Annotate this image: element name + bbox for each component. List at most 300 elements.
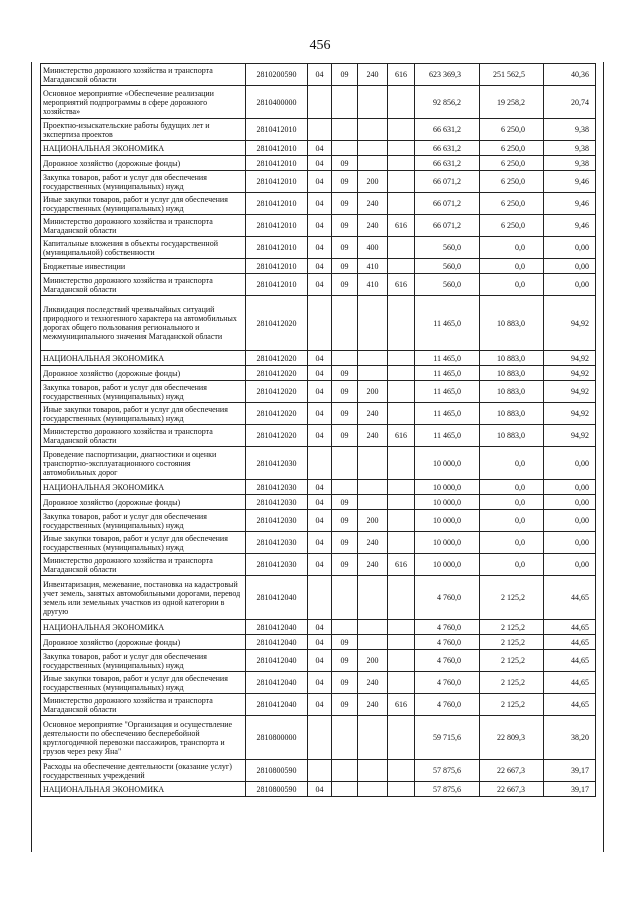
table-row xyxy=(41,171,596,193)
row-expense-type: 240 xyxy=(358,403,388,425)
row-plan-amount: 10 000,0 xyxy=(415,495,480,510)
row-section: 04 xyxy=(308,694,332,716)
table-row xyxy=(41,259,596,274)
row-subsection xyxy=(332,296,358,351)
row-name: Ликвидация последствий чрезвычайных ситуаций природного и техногенного характера на автомобильных дорогах общего пользования регионального и межмуниципального значения Магаданской области xyxy=(41,296,246,351)
row-code: 2810412010 xyxy=(246,193,308,215)
row-expense-type xyxy=(358,716,388,760)
row-name: Инвентаризация, межевание, постановка на кадастровый учет земель, занятых автомобильными дорогами, перевод земель или земельных участков из одной категории в другую xyxy=(41,576,246,620)
row-plan-amount: 4 760,0 xyxy=(415,635,480,650)
row-section xyxy=(308,296,332,351)
row-expense-type xyxy=(358,620,388,635)
row-name: НАЦИОНАЛЬНАЯ ЭКОНОМИКА xyxy=(41,782,246,797)
table-row xyxy=(41,760,596,782)
row-expense-type: 240 xyxy=(358,694,388,716)
table-row xyxy=(41,403,596,425)
table-row xyxy=(41,237,596,259)
table-row xyxy=(41,119,596,141)
row-admin-code xyxy=(388,716,415,760)
row-actual-amount: 22 809,3 xyxy=(480,716,544,760)
row-admin-code xyxy=(388,86,415,119)
row-subsection xyxy=(332,351,358,366)
row-code: 2810412020 xyxy=(246,381,308,403)
row-actual-amount: 0,0 xyxy=(480,532,544,554)
row-actual-amount: 2 125,2 xyxy=(480,672,544,694)
row-actual-amount: 10 883,0 xyxy=(480,351,544,366)
row-expense-type xyxy=(358,141,388,156)
row-name: Министерство дорожного хозяйства и транспорта Магаданской области xyxy=(41,554,246,576)
row-plan-amount: 92 856,2 xyxy=(415,86,480,119)
row-admin-code xyxy=(388,259,415,274)
row-percent: 44,65 xyxy=(544,650,596,672)
row-actual-amount: 0,0 xyxy=(480,554,544,576)
row-actual-amount: 0,0 xyxy=(480,495,544,510)
row-expense-type: 240 xyxy=(358,425,388,447)
row-admin-code xyxy=(388,156,415,171)
row-expense-type xyxy=(358,351,388,366)
row-admin-code xyxy=(388,782,415,797)
row-percent: 44,65 xyxy=(544,635,596,650)
row-name: Закупка товаров, работ и услуг для обеспечения государственных (муниципальных) нужд xyxy=(41,171,246,193)
row-expense-type: 200 xyxy=(358,650,388,672)
row-name: НАЦИОНАЛЬНАЯ ЭКОНОМИКА xyxy=(41,480,246,495)
row-plan-amount: 66 631,2 xyxy=(415,156,480,171)
row-name: Основное мероприятие «Обеспечение реализации мероприятий подпрограммы в сфере дорожного хозяйства» xyxy=(41,86,246,119)
row-subsection: 09 xyxy=(332,259,358,274)
row-name: Иные закупки товаров, работ и услуг для обеспечения государственных (муниципальных) нужд xyxy=(41,672,246,694)
row-admin-code xyxy=(388,403,415,425)
row-subsection: 09 xyxy=(332,381,358,403)
row-expense-type xyxy=(358,480,388,495)
row-admin-code xyxy=(388,760,415,782)
row-plan-amount: 4 760,0 xyxy=(415,694,480,716)
row-section: 04 xyxy=(308,366,332,381)
row-percent: 94,92 xyxy=(544,403,596,425)
row-section: 04 xyxy=(308,64,332,86)
row-code: 2810412040 xyxy=(246,635,308,650)
row-subsection: 09 xyxy=(332,495,358,510)
row-admin-code xyxy=(388,495,415,510)
row-code: 2810200590 xyxy=(246,64,308,86)
row-section xyxy=(308,716,332,760)
row-name: Основное мероприятие "Организация и осуществление деятельности по обеспечению бесперебойной круглогодичной перевозки пассажиров, транспорта и грузов через реку Яна" xyxy=(41,716,246,760)
row-actual-amount: 10 883,0 xyxy=(480,296,544,351)
row-subsection: 09 xyxy=(332,215,358,237)
row-percent: 9,46 xyxy=(544,193,596,215)
row-subsection: 09 xyxy=(332,64,358,86)
row-code: 2810412010 xyxy=(246,237,308,259)
row-name: НАЦИОНАЛЬНАЯ ЭКОНОМИКА xyxy=(41,351,246,366)
row-actual-amount: 6 250,0 xyxy=(480,171,544,193)
row-code: 2810412040 xyxy=(246,672,308,694)
row-percent: 94,92 xyxy=(544,351,596,366)
row-subsection xyxy=(332,760,358,782)
table-body xyxy=(41,64,596,797)
row-code: 2810412030 xyxy=(246,495,308,510)
row-plan-amount: 57 875,6 xyxy=(415,760,480,782)
row-percent: 38,20 xyxy=(544,716,596,760)
row-section xyxy=(308,86,332,119)
row-admin-code xyxy=(388,119,415,141)
row-percent: 94,92 xyxy=(544,425,596,447)
row-code: 2810412010 xyxy=(246,215,308,237)
row-section: 04 xyxy=(308,381,332,403)
row-plan-amount: 10 000,0 xyxy=(415,480,480,495)
row-percent: 94,92 xyxy=(544,381,596,403)
row-percent: 9,38 xyxy=(544,119,596,141)
table-row xyxy=(41,694,596,716)
row-subsection xyxy=(332,119,358,141)
row-actual-amount: 0,0 xyxy=(480,480,544,495)
row-name: Дорожное хозяйство (дорожные фонды) xyxy=(41,635,246,650)
row-name: НАЦИОНАЛЬНАЯ ЭКОНОМИКА xyxy=(41,620,246,635)
row-admin-code xyxy=(388,366,415,381)
row-section: 04 xyxy=(308,237,332,259)
row-code: 2810412010 xyxy=(246,274,308,296)
row-section xyxy=(308,119,332,141)
row-plan-amount: 66 071,2 xyxy=(415,193,480,215)
row-subsection: 09 xyxy=(332,237,358,259)
row-code: 2810412020 xyxy=(246,366,308,381)
row-plan-amount: 560,0 xyxy=(415,259,480,274)
row-expense-type: 200 xyxy=(358,510,388,532)
row-actual-amount: 6 250,0 xyxy=(480,119,544,141)
row-name: Закупка товаров, работ и услуг для обеспечения государственных (муниципальных) нужд xyxy=(41,650,246,672)
row-section: 04 xyxy=(308,672,332,694)
row-plan-amount: 4 760,0 xyxy=(415,576,480,620)
row-section: 04 xyxy=(308,193,332,215)
row-admin-code xyxy=(388,635,415,650)
row-name: Проведение паспортизации, диагностики и оценки транспортно-эксплуатационного состояния автомобильных дорог xyxy=(41,447,246,480)
row-section xyxy=(308,760,332,782)
row-expense-type: 410 xyxy=(358,259,388,274)
row-code: 2810412030 xyxy=(246,554,308,576)
row-admin-code xyxy=(388,650,415,672)
row-plan-amount: 560,0 xyxy=(415,274,480,296)
row-code: 2810412020 xyxy=(246,403,308,425)
row-plan-amount: 11 465,0 xyxy=(415,381,480,403)
row-actual-amount: 10 883,0 xyxy=(480,381,544,403)
row-section: 04 xyxy=(308,532,332,554)
row-subsection xyxy=(332,782,358,797)
row-section: 04 xyxy=(308,495,332,510)
row-code: 2810412030 xyxy=(246,532,308,554)
table-row xyxy=(41,215,596,237)
row-name: НАЦИОНАЛЬНАЯ ЭКОНОМИКА xyxy=(41,141,246,156)
row-expense-type xyxy=(358,156,388,171)
table-row xyxy=(41,381,596,403)
row-percent: 40,36 xyxy=(544,64,596,86)
row-admin-code xyxy=(388,141,415,156)
row-percent: 94,92 xyxy=(544,366,596,381)
row-plan-amount: 10 000,0 xyxy=(415,554,480,576)
row-section: 04 xyxy=(308,554,332,576)
row-actual-amount: 251 562,5 xyxy=(480,64,544,86)
table-row xyxy=(41,510,596,532)
table-row xyxy=(41,716,596,760)
row-subsection: 09 xyxy=(332,635,358,650)
row-section: 04 xyxy=(308,782,332,797)
row-expense-type: 240 xyxy=(358,672,388,694)
row-expense-type: 200 xyxy=(358,381,388,403)
page-frame-left xyxy=(31,62,32,852)
row-expense-type: 240 xyxy=(358,64,388,86)
row-actual-amount: 10 883,0 xyxy=(480,425,544,447)
row-admin-code xyxy=(388,620,415,635)
row-admin-code: 616 xyxy=(388,215,415,237)
row-admin-code: 616 xyxy=(388,554,415,576)
row-subsection xyxy=(332,141,358,156)
budget-table xyxy=(40,63,596,797)
row-percent: 9,38 xyxy=(544,141,596,156)
row-plan-amount: 11 465,0 xyxy=(415,366,480,381)
row-plan-amount: 66 071,2 xyxy=(415,215,480,237)
row-section: 04 xyxy=(308,215,332,237)
row-admin-code: 616 xyxy=(388,694,415,716)
row-subsection xyxy=(332,447,358,480)
row-plan-amount: 66 071,2 xyxy=(415,171,480,193)
row-actual-amount: 0,0 xyxy=(480,447,544,480)
table-row xyxy=(41,480,596,495)
table-row xyxy=(41,366,596,381)
row-name: Иные закупки товаров, работ и услуг для обеспечения государственных (муниципальных) нужд xyxy=(41,532,246,554)
row-expense-type xyxy=(358,296,388,351)
table-row xyxy=(41,782,596,797)
row-actual-amount: 0,0 xyxy=(480,259,544,274)
row-expense-type xyxy=(358,495,388,510)
table-row xyxy=(41,193,596,215)
row-code: 2810412030 xyxy=(246,480,308,495)
row-subsection: 09 xyxy=(332,403,358,425)
row-code: 2810800590 xyxy=(246,760,308,782)
row-subsection xyxy=(332,480,358,495)
row-expense-type xyxy=(358,119,388,141)
row-admin-code xyxy=(388,532,415,554)
row-name: Министерство дорожного хозяйства и транспорта Магаданской области xyxy=(41,274,246,296)
row-subsection: 09 xyxy=(332,510,358,532)
row-name: Дорожное хозяйство (дорожные фонды) xyxy=(41,495,246,510)
table-row xyxy=(41,554,596,576)
row-subsection: 09 xyxy=(332,366,358,381)
row-actual-amount: 6 250,0 xyxy=(480,156,544,171)
row-section: 04 xyxy=(308,635,332,650)
row-expense-type xyxy=(358,86,388,119)
row-code: 2810412010 xyxy=(246,171,308,193)
row-name: Иные закупки товаров, работ и услуг для обеспечения государственных (муниципальных) нужд xyxy=(41,403,246,425)
row-expense-type xyxy=(358,635,388,650)
row-plan-amount: 66 631,2 xyxy=(415,119,480,141)
row-plan-amount: 59 715,6 xyxy=(415,716,480,760)
table-row xyxy=(41,141,596,156)
row-plan-amount: 10 000,0 xyxy=(415,447,480,480)
row-expense-type: 240 xyxy=(358,193,388,215)
row-actual-amount: 0,0 xyxy=(480,510,544,532)
row-admin-code: 616 xyxy=(388,425,415,447)
row-code: 2810800590 xyxy=(246,782,308,797)
table-row xyxy=(41,86,596,119)
table-row xyxy=(41,351,596,366)
table-row xyxy=(41,156,596,171)
row-name: Закупка товаров, работ и услуг для обеспечения государственных (муниципальных) нужд xyxy=(41,510,246,532)
row-plan-amount: 10 000,0 xyxy=(415,510,480,532)
row-subsection xyxy=(332,716,358,760)
row-name: Министерство дорожного хозяйства и транспорта Магаданской области xyxy=(41,694,246,716)
row-subsection: 09 xyxy=(332,532,358,554)
row-section: 04 xyxy=(308,274,332,296)
table-row xyxy=(41,296,596,351)
row-section: 04 xyxy=(308,650,332,672)
row-section: 04 xyxy=(308,403,332,425)
row-actual-amount: 2 125,2 xyxy=(480,650,544,672)
row-actual-amount: 6 250,0 xyxy=(480,193,544,215)
row-code: 2810412020 xyxy=(246,296,308,351)
row-percent: 0,00 xyxy=(544,495,596,510)
row-name: Дорожное хозяйство (дорожные фонды) xyxy=(41,366,246,381)
row-expense-type xyxy=(358,760,388,782)
row-plan-amount: 11 465,0 xyxy=(415,351,480,366)
row-section xyxy=(308,576,332,620)
row-percent: 9,38 xyxy=(544,156,596,171)
table-row xyxy=(41,447,596,480)
row-admin-code xyxy=(388,576,415,620)
row-expense-type xyxy=(358,447,388,480)
row-code: 2810400000 xyxy=(246,86,308,119)
row-admin-code xyxy=(388,171,415,193)
row-actual-amount: 6 250,0 xyxy=(480,141,544,156)
row-code: 2810412040 xyxy=(246,620,308,635)
row-actual-amount: 2 125,2 xyxy=(480,694,544,716)
row-actual-amount: 19 258,2 xyxy=(480,86,544,119)
row-admin-code xyxy=(388,447,415,480)
row-percent: 39,17 xyxy=(544,782,596,797)
table-row xyxy=(41,532,596,554)
table-row xyxy=(41,64,596,86)
row-expense-type: 400 xyxy=(358,237,388,259)
row-plan-amount: 623 369,3 xyxy=(415,64,480,86)
row-actual-amount: 6 250,0 xyxy=(480,215,544,237)
row-code: 2810412010 xyxy=(246,259,308,274)
row-section: 04 xyxy=(308,171,332,193)
table-row xyxy=(41,576,596,620)
row-percent: 44,65 xyxy=(544,672,596,694)
row-percent: 20,74 xyxy=(544,86,596,119)
row-percent: 9,46 xyxy=(544,171,596,193)
row-subsection xyxy=(332,86,358,119)
row-admin-code xyxy=(388,672,415,694)
row-name: Иные закупки товаров, работ и услуг для обеспечения государственных (муниципальных) нужд xyxy=(41,193,246,215)
row-section: 04 xyxy=(308,510,332,532)
row-code: 2810412010 xyxy=(246,141,308,156)
row-name: Министерство дорожного хозяйства и транспорта Магаданской области xyxy=(41,215,246,237)
row-section xyxy=(308,447,332,480)
row-subsection: 09 xyxy=(332,171,358,193)
row-section: 04 xyxy=(308,620,332,635)
table-row xyxy=(41,650,596,672)
row-percent: 0,00 xyxy=(544,510,596,532)
page-frame-right xyxy=(603,62,604,852)
row-name: Проектно-изыскательские работы будущих лет и экспертиза проектов xyxy=(41,119,246,141)
row-plan-amount: 4 760,0 xyxy=(415,650,480,672)
row-plan-amount: 11 465,0 xyxy=(415,403,480,425)
table-row xyxy=(41,672,596,694)
row-percent: 0,00 xyxy=(544,274,596,296)
row-admin-code xyxy=(388,237,415,259)
row-admin-code: 616 xyxy=(388,64,415,86)
row-section: 04 xyxy=(308,259,332,274)
row-plan-amount: 4 760,0 xyxy=(415,672,480,694)
table-row xyxy=(41,425,596,447)
row-plan-amount: 11 465,0 xyxy=(415,425,480,447)
row-actual-amount: 10 883,0 xyxy=(480,366,544,381)
row-subsection: 09 xyxy=(332,672,358,694)
row-plan-amount: 10 000,0 xyxy=(415,532,480,554)
row-subsection: 09 xyxy=(332,274,358,296)
row-percent: 0,00 xyxy=(544,480,596,495)
row-actual-amount: 22 667,3 xyxy=(480,782,544,797)
row-name: Дорожное хозяйство (дорожные фонды) xyxy=(41,156,246,171)
row-name: Расходы на обеспечение деятельности (оказание услуг) государственных учреждений xyxy=(41,760,246,782)
row-code: 2810412030 xyxy=(246,510,308,532)
row-plan-amount: 11 465,0 xyxy=(415,296,480,351)
row-section: 04 xyxy=(308,351,332,366)
page-number: 456 xyxy=(309,38,331,53)
row-expense-type: 200 xyxy=(358,171,388,193)
row-expense-type: 410 xyxy=(358,274,388,296)
row-percent: 44,65 xyxy=(544,694,596,716)
row-plan-amount: 57 875,6 xyxy=(415,782,480,797)
row-code: 2810412040 xyxy=(246,694,308,716)
row-subsection xyxy=(332,576,358,620)
row-expense-type xyxy=(358,576,388,620)
row-percent: 44,65 xyxy=(544,576,596,620)
row-plan-amount: 560,0 xyxy=(415,237,480,259)
row-section: 04 xyxy=(308,141,332,156)
row-admin-code xyxy=(388,351,415,366)
row-actual-amount: 0,0 xyxy=(480,274,544,296)
row-section: 04 xyxy=(308,156,332,171)
row-plan-amount: 66 631,2 xyxy=(415,141,480,156)
row-admin-code xyxy=(388,296,415,351)
row-code: 2810412040 xyxy=(246,576,308,620)
row-actual-amount: 2 125,2 xyxy=(480,620,544,635)
row-actual-amount: 10 883,0 xyxy=(480,403,544,425)
row-actual-amount: 2 125,2 xyxy=(480,576,544,620)
row-admin-code xyxy=(388,510,415,532)
row-subsection: 09 xyxy=(332,425,358,447)
row-admin-code xyxy=(388,193,415,215)
row-percent: 39,17 xyxy=(544,760,596,782)
row-name: Бюджетные инвестиции xyxy=(41,259,246,274)
row-subsection: 09 xyxy=(332,650,358,672)
row-expense-type: 240 xyxy=(358,554,388,576)
row-expense-type: 240 xyxy=(358,532,388,554)
row-name: Министерство дорожного хозяйства и транспорта Магаданской области xyxy=(41,64,246,86)
row-subsection: 09 xyxy=(332,554,358,576)
table-row xyxy=(41,635,596,650)
row-admin-code xyxy=(388,381,415,403)
row-code: 2810412010 xyxy=(246,156,308,171)
row-expense-type xyxy=(358,366,388,381)
row-section: 04 xyxy=(308,425,332,447)
row-percent: 0,00 xyxy=(544,532,596,554)
row-code: 2810412020 xyxy=(246,351,308,366)
row-actual-amount: 2 125,2 xyxy=(480,635,544,650)
row-expense-type xyxy=(358,782,388,797)
row-percent: 0,00 xyxy=(544,447,596,480)
row-admin-code xyxy=(388,480,415,495)
row-name: Министерство дорожного хозяйства и транспорта Магаданской области xyxy=(41,425,246,447)
row-name: Закупка товаров, работ и услуг для обеспечения государственных (муниципальных) нужд xyxy=(41,381,246,403)
